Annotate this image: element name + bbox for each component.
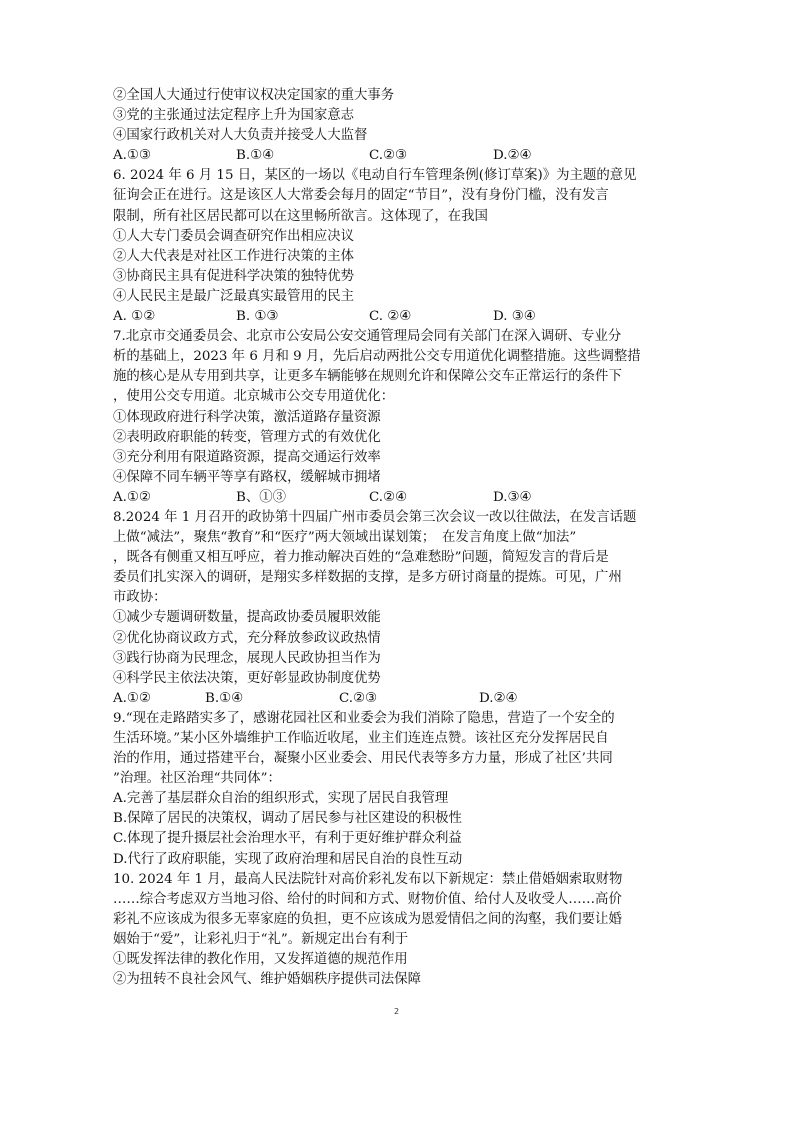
question-stem-line: 9.“现在走路踏实多了，感谢花园社区和业委会为我们消除了隐患，营造了一个安全的 [113,710,615,726]
question-9 [113,709,686,870]
statement: ①人大专门委员会调查研究作出相应决议 [113,228,355,244]
option-d: D.②④ [493,148,532,164]
question-stem-line: 上做“减法”，聚焦“教育”和“医疗”两大领域出谋划策； 在发言角度上做“加法” [113,530,577,546]
statement: ④国家行政机关对人大负责并接受人大监督 [113,128,368,144]
question-stem-line: 施的核心是从专用到共享，让更多车辆能够在规则允许和保障公交车正常运行的条件下 [113,369,622,385]
statement: ②为扭转不良社会风气、维护婚姻秩序提供司法保障 [113,972,421,988]
option-b: B. ①③ [236,309,279,325]
option-c: C. ②④ [369,309,412,325]
statement: ②人大代表是对社区工作进行决策的主体 [113,248,355,264]
answer-options [113,307,686,327]
choice-c: C.体现了提升摄层社会治理水平，有利于更好维护群众利益 [113,831,462,847]
option-b: B.①④ [205,690,244,706]
statement: ③践行协商为民理念，展现人民政协担当作为 [113,650,381,666]
question-stem-line: 征询会正在进行。这是该区人大常委会每月的固定“节目”，没有身份门槛，没有发言 [113,188,609,204]
choice-d: D.代行了政府职能，实现了政府治理和居民自治的良性互动 [113,851,463,867]
question-stem-line: 限制，所有社区居民都可以在这里畅所欲言。这体现了，在我国 [113,208,488,224]
option-d: D.②④ [479,690,518,706]
question-stem-line: ……综合考虑双方当地习俗、给付的时间和方式、财物价值、给付人及收受人……高价 [113,891,622,907]
document-page [113,86,686,990]
question-stem-line: ”治理。社区治理“共同体”： [113,771,281,787]
option-d: D. ③④ [493,309,536,325]
question-stem-line: 姻始于“爱”，让彩礼归于“礼”。新规定出台有利于 [113,931,409,947]
option-b: B.①④ [236,148,275,164]
question-stem-line: 生活环境。”某小区外墙维护工作临近收尾，业主们连连点赞。该社区充分发挥居民自 [113,731,609,746]
question-stem-line: 7.北京市交通委员会、北京市公安局公安交通管理局会同有关部门在深入调研、专业分 [113,329,622,345]
statement: ①体现政府进行科学决策，激活道路存量资源 [113,409,381,425]
question-7 [113,327,686,508]
statement: ③党的主张通过法定程序上升为国家意志 [113,108,355,124]
question-stem-line: ，使用公交专用道。北京城市公交专用道优化： [113,389,395,405]
question-stem-line: 10. 2024 年 1 月，最高人民法院针对高价彩礼发布以下新规定：禁止借婚姻索取财物 [113,871,623,887]
question-stem-line: 治的作用，通过搭建平台，凝聚小区业委会、用民代表等多方力量，形成了社区’共同 [113,751,613,767]
statement: ①减少专题调研数量，提高政协委员履职效能 [113,610,381,626]
statement: ③充分利用有限道路资源，提高交通运行效率 [113,449,381,465]
question-6 [113,166,686,327]
answer-options [113,689,686,709]
option-c: C.②④ [369,489,408,505]
choice-b: B.保障了居民的决策权，调动了居民参与社区建设的积极性 [113,811,462,827]
question-8 [113,508,686,709]
statement: ②表明政府职能的转变，管理方式的有效优化 [113,429,381,445]
statement: ③协商民主具有促进科学决策的独特优势 [113,268,355,284]
answer-options [113,488,686,508]
question-5-tail [113,86,686,166]
option-a: A. ①② [113,309,156,325]
option-b: B、①③ [236,489,287,505]
choice-a: A.完善了基层群众自治的组织形式，实现了居民自我管理 [113,791,449,807]
option-c: C.②③ [339,690,378,706]
option-d: D.③④ [493,489,532,505]
statement: ④人民民主是最广泛最真实最管用的民主 [113,288,355,304]
answer-options [113,146,686,166]
question-stem-line: 8.2024 年 1 月召开的政协第十四届广州市委员会第三次会议一改以往做法，在发言话题 [113,509,637,525]
question-stem-line: 市政协： [113,590,167,606]
question-stem-line: 彩礼不应该成为很多无辜家庭的负担，更不应该成为恩爱情侣之间的沟壑，我们要让婚 [113,911,622,927]
statement: ②优化协商议政方式，充分释放参政议政热情 [113,630,381,646]
question-stem-line: ，既各有侧重又相互呼应，着力推动解决百姓的“急难愁盼”问题，简短发言的背后是 [113,550,609,566]
statement: ④科学民主依法决策，更好彰显政协制度优势 [113,670,381,686]
question-stem-line: 委员们扎实深入的调研，是翔实多样数据的支撑，是多方研讨商量的提炼。可见，广州 [113,570,622,586]
question-stem-line: 析的基础上，2023 年 6 月和 9 月，先后启动两批公交专用道优化调整措施。这些调整措 [113,349,641,365]
statement: ④保障不同车辆平等享有路权，缓解城市拥堵 [113,469,381,485]
question-10 [113,870,686,991]
statement: ②全国人大通过行使审议权决定国家的重大事务 [113,88,395,103]
page-number: 2 [393,1007,400,1016]
option-c: C.②③ [369,148,408,164]
option-a: A.①② [113,690,151,706]
option-a: A.①② [113,489,151,505]
statement: ①既发挥法律的教化作用，又发挥道德的规范作用 [113,952,408,968]
option-a: A.①③ [113,148,151,164]
question-stem-line: 6. 2024 年 6 月 15 日，某区的一场以《电动自行车管理条例(修订草案)》为主题的意见 [113,168,637,184]
